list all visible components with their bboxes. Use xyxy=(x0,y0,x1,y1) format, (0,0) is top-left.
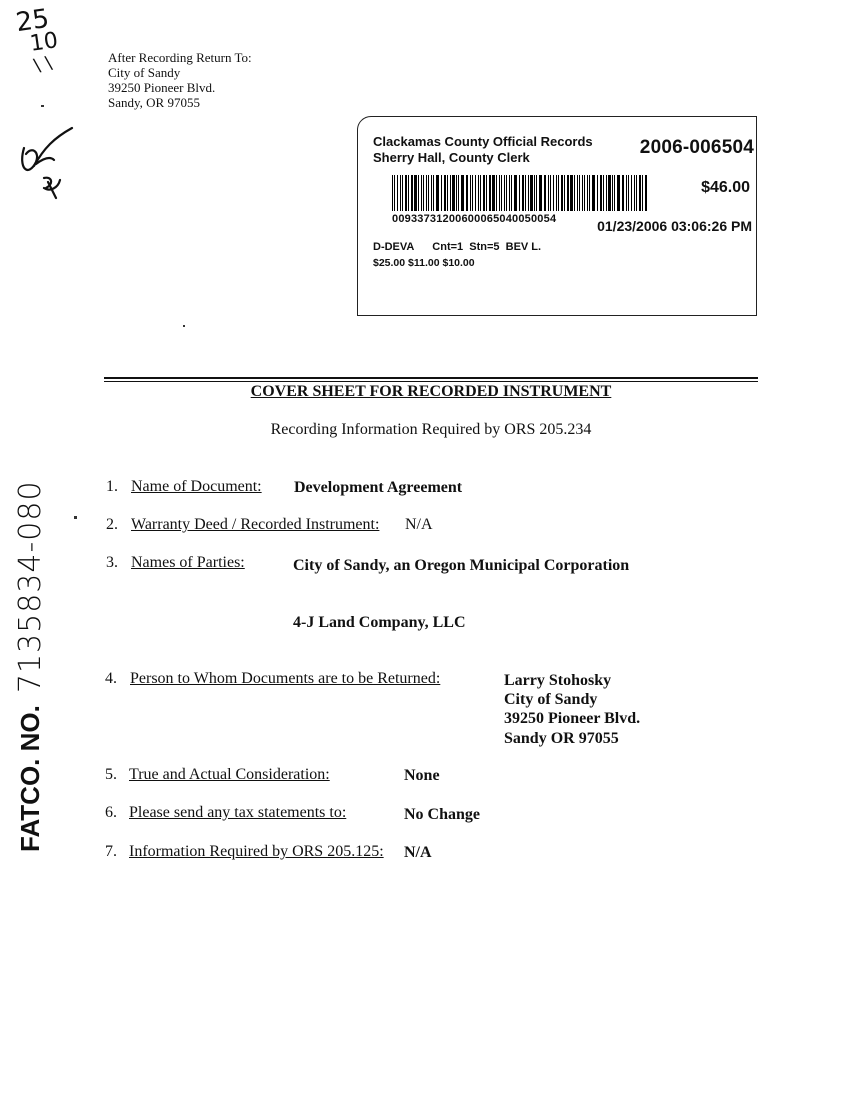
handwritten-note-c xyxy=(32,52,54,76)
handwritten-note-3: \ \ xyxy=(32,52,54,77)
barcode-bar xyxy=(402,175,403,211)
barcode-bar xyxy=(400,175,401,211)
county-office xyxy=(373,134,593,166)
barcode-bar xyxy=(530,175,533,211)
barcode-bar xyxy=(392,175,393,211)
barcode-bar xyxy=(606,175,607,211)
barcode-bar xyxy=(475,175,476,211)
document-number: 2006-006504 xyxy=(639,137,754,158)
barcode-bar xyxy=(519,175,520,211)
barcode-bar xyxy=(600,175,602,211)
barcode-bar xyxy=(584,175,585,211)
item-number-4: 4. xyxy=(105,670,117,687)
barcode-bar xyxy=(617,175,620,211)
divider-thin xyxy=(104,381,758,382)
barcode-bar xyxy=(631,175,632,211)
barcode-bar xyxy=(612,175,613,211)
item-value-party-2: 4-J Land Company, LLC xyxy=(293,614,466,631)
item-label-names-of-parties: Names of Parties: xyxy=(131,554,245,571)
barcode-bar xyxy=(489,175,491,211)
barcode-bar xyxy=(603,175,604,211)
item-value-tax-statements: No Change xyxy=(404,806,481,823)
barcode-bar xyxy=(506,175,507,211)
return-heading: After Recording Return To: xyxy=(108,50,252,65)
barcode-bar xyxy=(534,175,535,211)
barcode-bar xyxy=(608,175,611,211)
barcode-bar xyxy=(470,175,471,211)
handwritten-note-2: 10 xyxy=(28,28,60,57)
fatco-margin-note xyxy=(10,482,50,852)
barcode-bar xyxy=(579,175,580,211)
return-line-1: City of Sandy xyxy=(108,65,181,80)
barcode-bar xyxy=(492,175,495,211)
barcode-bar xyxy=(592,175,595,211)
return-line-2: 39250 Pioneer Blvd. xyxy=(108,80,216,95)
stray-mark xyxy=(183,325,185,327)
barcode-bar xyxy=(433,175,434,211)
barcode-bar xyxy=(634,175,635,211)
item-label-ors-205-125: Information Required by ORS 205.125: xyxy=(129,843,384,860)
barcode-bar xyxy=(414,175,417,211)
barcode-bar xyxy=(564,175,565,211)
item-label-consideration: True and Actual Consideration: xyxy=(129,766,330,783)
barcode-bar xyxy=(405,175,407,211)
barcode-bar xyxy=(556,175,557,211)
barcode-bar xyxy=(622,175,624,211)
return-person-city: Sandy OR 97055 xyxy=(504,730,619,747)
item-label-name-of-document: Name of Document: xyxy=(131,478,262,495)
return-person-name: Larry Stohosky xyxy=(504,672,612,689)
item-number-6: 6. xyxy=(105,804,117,821)
return-person-org: City of Sandy xyxy=(504,691,598,708)
handwritten-signature xyxy=(14,118,84,203)
barcode-bar xyxy=(499,175,500,211)
stamp-fee-breakdown: $25.00 $11.00 $10.00 xyxy=(373,257,475,269)
item-value-ors-205-125: N/A xyxy=(404,844,432,861)
barcode-bar xyxy=(480,175,481,211)
divider-thick xyxy=(104,377,758,379)
barcode-bar xyxy=(509,175,510,211)
barcode-bar xyxy=(450,175,451,211)
barcode-bar xyxy=(501,175,502,211)
barcode-bar xyxy=(444,175,446,211)
item-value-party-1: City of Sandy, an Oregon Municipal Corporation xyxy=(293,557,630,574)
fatco-number: 7135834-080 xyxy=(12,480,48,694)
barcode-bar xyxy=(408,175,409,211)
barcode-bar xyxy=(544,175,546,211)
item-value-name-of-document: Development Agreement xyxy=(294,479,463,496)
barcode-bar xyxy=(536,175,537,211)
barcode-number: 00933731200600065040050054 xyxy=(392,213,557,225)
barcode-bar xyxy=(577,175,578,211)
barcode-bar xyxy=(426,175,427,211)
fee-total: $46.00 xyxy=(701,179,750,196)
barcode-bar xyxy=(458,175,459,211)
item-number-3: 3. xyxy=(106,554,118,571)
item-label-return-person: Person to Whom Documents are to be Returned: xyxy=(130,670,441,687)
barcode-bar xyxy=(436,175,439,211)
item-value-warranty-deed: N/A xyxy=(405,516,433,533)
barcode-bar xyxy=(456,175,457,211)
barcode-bar xyxy=(431,175,432,211)
barcode-bar xyxy=(483,175,485,211)
barcode-bar xyxy=(466,175,468,211)
barcode-bar xyxy=(522,175,524,211)
barcode-bar xyxy=(539,175,542,211)
barcode-bar xyxy=(642,175,643,211)
county-clerk-name: Sherry Hall, County Clerk xyxy=(373,150,530,165)
barcode-bar xyxy=(645,175,647,211)
barcode-bar xyxy=(589,175,590,211)
barcode-bar xyxy=(418,175,419,211)
cover-sheet-subtitle: Recording Information Required by ORS 205.234 xyxy=(270,421,592,438)
handwritten-note-1: 25 xyxy=(14,3,52,39)
item-number-7: 7. xyxy=(105,843,117,860)
recording-stamp xyxy=(357,116,757,316)
barcode-bar xyxy=(441,175,442,211)
barcode-bar xyxy=(472,175,473,211)
barcode-bar xyxy=(397,175,398,211)
item-number-1: 1. xyxy=(106,478,118,495)
stray-mark-2 xyxy=(74,516,77,519)
item-label-warranty-deed: Warranty Deed / Recorded Instrument: xyxy=(131,516,380,533)
item-value-consideration: None xyxy=(404,767,440,784)
barcode-bar xyxy=(478,175,479,211)
barcode-bar xyxy=(597,175,598,211)
stray-mark-3 xyxy=(41,105,44,107)
barcode-bar xyxy=(525,175,526,211)
barcode-bar xyxy=(587,175,588,211)
barcode-bar xyxy=(514,175,517,211)
stamp-detail-line-1: D-DEVA Cnt=1 Stn=5 BEV L. xyxy=(373,241,542,253)
barcode-bar xyxy=(614,175,615,211)
barcode xyxy=(392,175,650,211)
barcode-bar xyxy=(548,175,549,211)
barcode-bar xyxy=(636,175,637,211)
cover-sheet-title: COVER SHEET FOR RECORDED INSTRUMENT xyxy=(250,383,612,400)
barcode-bar xyxy=(423,175,424,211)
barcode-bar xyxy=(570,175,573,211)
barcode-bar xyxy=(628,175,629,211)
barcode-bar xyxy=(582,175,583,211)
barcode-bar xyxy=(561,175,563,211)
recorded-datetime: 01/23/2006 03:06:26 PM xyxy=(597,218,752,234)
county-records-title: Clackamas County Official Records xyxy=(373,134,593,149)
item-number-2: 2. xyxy=(106,516,118,533)
barcode-bar xyxy=(504,175,505,211)
barcode-bar xyxy=(452,175,455,211)
barcode-bar xyxy=(567,175,569,211)
barcode-bar xyxy=(511,175,512,211)
fatco-label: FATCO. NO. xyxy=(14,705,45,852)
item-number-5: 5. xyxy=(105,766,117,783)
barcode-bar xyxy=(447,175,448,211)
barcode-bar xyxy=(411,175,413,211)
barcode-bar xyxy=(550,175,551,211)
return-address-block xyxy=(108,50,252,110)
barcode-bar xyxy=(558,175,559,211)
barcode-bar xyxy=(486,175,487,211)
barcode-bar xyxy=(421,175,422,211)
barcode-bar xyxy=(574,175,575,211)
item-label-tax-statements: Please send any tax statements to: xyxy=(129,804,347,821)
barcode-bar xyxy=(394,175,395,211)
barcode-bar xyxy=(428,175,429,211)
barcode-bar xyxy=(553,175,554,211)
barcode-bar xyxy=(461,175,464,211)
barcode-bar xyxy=(496,175,497,211)
barcode-bar xyxy=(528,175,529,211)
return-person-street: 39250 Pioneer Blvd. xyxy=(504,710,641,727)
barcode-bar xyxy=(639,175,641,211)
barcode-bar xyxy=(626,175,627,211)
return-line-3: Sandy, OR 97055 xyxy=(108,95,200,110)
